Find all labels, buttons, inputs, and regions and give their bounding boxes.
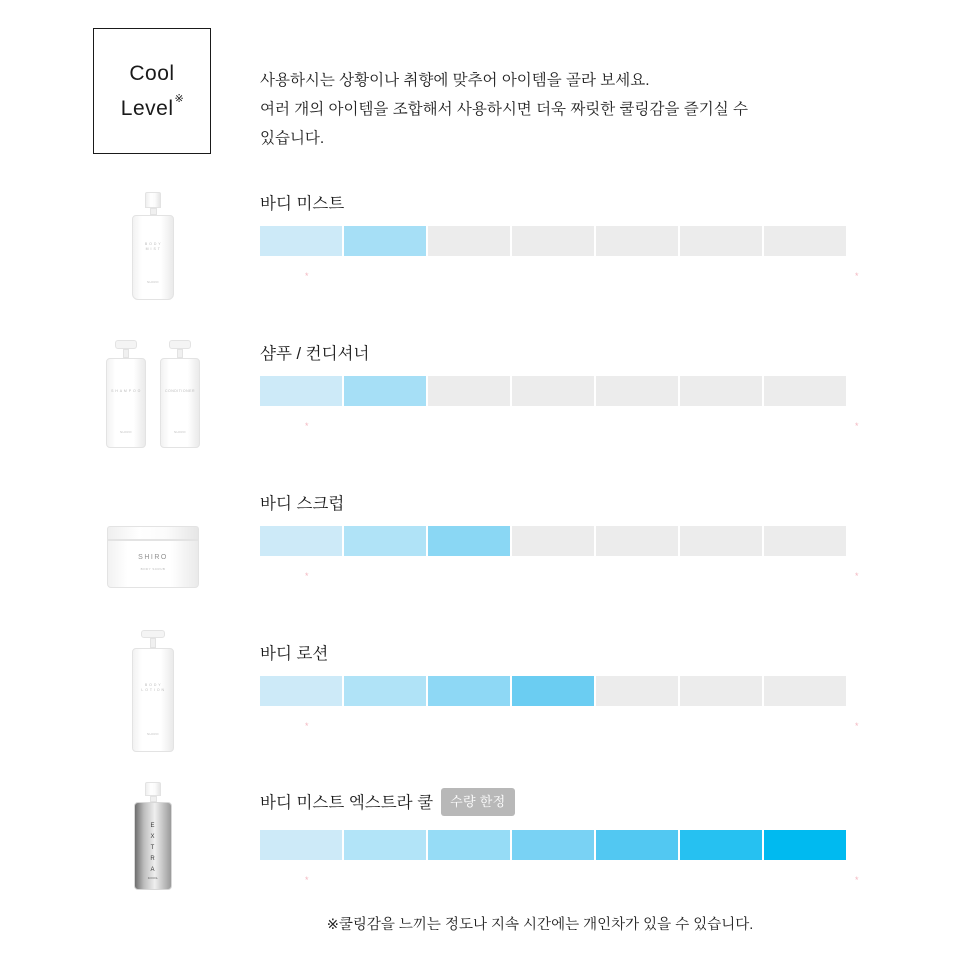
limited-quantity-badge: 수량 한정 bbox=[441, 788, 514, 816]
product-row bbox=[0, 330, 960, 450]
meter-segment bbox=[428, 376, 510, 406]
meter-tick-left: * bbox=[305, 271, 309, 281]
meter-segment bbox=[512, 526, 594, 556]
meter-segment bbox=[680, 526, 762, 556]
meter-segment bbox=[428, 226, 510, 256]
meter-segment bbox=[680, 676, 762, 706]
meter-tick-right: * bbox=[855, 875, 859, 885]
meter-segment bbox=[344, 830, 426, 860]
product-name: 바디 스크럽 bbox=[260, 495, 345, 513]
product-name: 샴푸 / 컨디셔너 bbox=[260, 345, 370, 363]
cool-level-meter-shampoo-conditioner bbox=[260, 376, 846, 406]
product-name: 바디 미스트 엑스트라 쿨 bbox=[260, 794, 434, 812]
meter-tick-right: * bbox=[855, 421, 859, 431]
meter-segment bbox=[344, 376, 426, 406]
meter-segment bbox=[764, 526, 846, 556]
meter-segment bbox=[512, 226, 594, 256]
product-row bbox=[0, 780, 960, 900]
product-label bbox=[260, 644, 328, 664]
meter-tick-left: * bbox=[305, 421, 309, 431]
meter-segment bbox=[596, 676, 678, 706]
product-thumbnail-body-lotion: B O D Y L O T I O N SHIRO bbox=[93, 626, 213, 754]
meter-segment bbox=[428, 526, 510, 556]
header bbox=[0, 28, 960, 158]
meter-segment bbox=[260, 830, 342, 860]
meter-segment bbox=[596, 226, 678, 256]
product-row bbox=[0, 180, 960, 300]
meter-segment bbox=[680, 376, 762, 406]
header-description bbox=[260, 66, 860, 153]
product-label bbox=[260, 790, 515, 818]
header-desc-line-1: 사용하시는 상황이나 취향에 맞추어 아이템을 골라 보세요. bbox=[260, 72, 650, 89]
meter-segment bbox=[512, 830, 594, 860]
cool-level-meter-body-scrub bbox=[260, 526, 846, 556]
cool-level-meter-body-mist-extra-cool bbox=[260, 830, 846, 860]
meter-segment bbox=[260, 676, 342, 706]
header-desc-line-2: 여러 개의 아이템을 조합해서 사용하시면 더욱 짜릿한 쿨링감을 즐기실 수 bbox=[260, 101, 748, 118]
cool-level-line2-text: Level bbox=[120, 96, 174, 120]
product-name: 바디 미스트 bbox=[260, 195, 345, 213]
cool-level-line2 bbox=[121, 89, 183, 124]
product-thumbnail-body-mist-extra-cool: E X T R A COOL bbox=[93, 780, 213, 890]
meter-tick-left: * bbox=[305, 875, 309, 885]
meter-segment bbox=[512, 376, 594, 406]
cool-level-asterisk: ※ bbox=[174, 92, 185, 105]
meter-segment bbox=[512, 676, 594, 706]
meter-segment bbox=[428, 676, 510, 706]
meter-segment bbox=[596, 376, 678, 406]
product-label bbox=[260, 494, 344, 514]
meter-tick-left: * bbox=[305, 571, 309, 581]
cool-level-line1: Cool bbox=[129, 61, 175, 85]
meter-segment bbox=[764, 226, 846, 256]
meter-tick-right: * bbox=[855, 571, 859, 581]
meter-segment bbox=[344, 526, 426, 556]
meter-tick-right: * bbox=[855, 271, 859, 281]
meter-segment bbox=[344, 676, 426, 706]
product-name: 바디 로션 bbox=[260, 645, 329, 663]
cool-level-box bbox=[93, 28, 211, 154]
cool-level-meter-body-mist bbox=[260, 226, 846, 256]
product-thumbnail-shampoo-conditioner: S H A M P O O SHIRO CONDITIONER SHIRO bbox=[83, 330, 223, 450]
meter-tick-left: * bbox=[305, 721, 309, 731]
product-thumbnail-body-scrub: SHIRO BODY SCRUB bbox=[93, 498, 213, 588]
meter-segment bbox=[344, 226, 426, 256]
product-label bbox=[260, 194, 344, 214]
meter-segment bbox=[680, 226, 762, 256]
meter-segment bbox=[260, 376, 342, 406]
product-row bbox=[0, 630, 960, 750]
meter-tick-right: * bbox=[855, 721, 859, 731]
meter-segment bbox=[596, 830, 678, 860]
product-row bbox=[0, 480, 960, 600]
meter-segment bbox=[764, 376, 846, 406]
meter-segment bbox=[428, 830, 510, 860]
product-thumbnail-body-mist: B O D Y M I S T SHIRO bbox=[93, 180, 213, 300]
meter-segment bbox=[260, 526, 342, 556]
meter-segment bbox=[764, 830, 846, 860]
cool-level-meter-body-lotion bbox=[260, 676, 846, 706]
product-label bbox=[260, 344, 369, 364]
header-desc-line-3: 있습니다. bbox=[260, 130, 325, 147]
footer-note: ※쿨링감을 느끼는 정도나 지속 시간에는 개인차가 있을 수 있습니다. bbox=[326, 917, 754, 933]
meter-segment bbox=[764, 676, 846, 706]
meter-segment bbox=[596, 526, 678, 556]
meter-segment bbox=[680, 830, 762, 860]
meter-segment bbox=[260, 226, 342, 256]
